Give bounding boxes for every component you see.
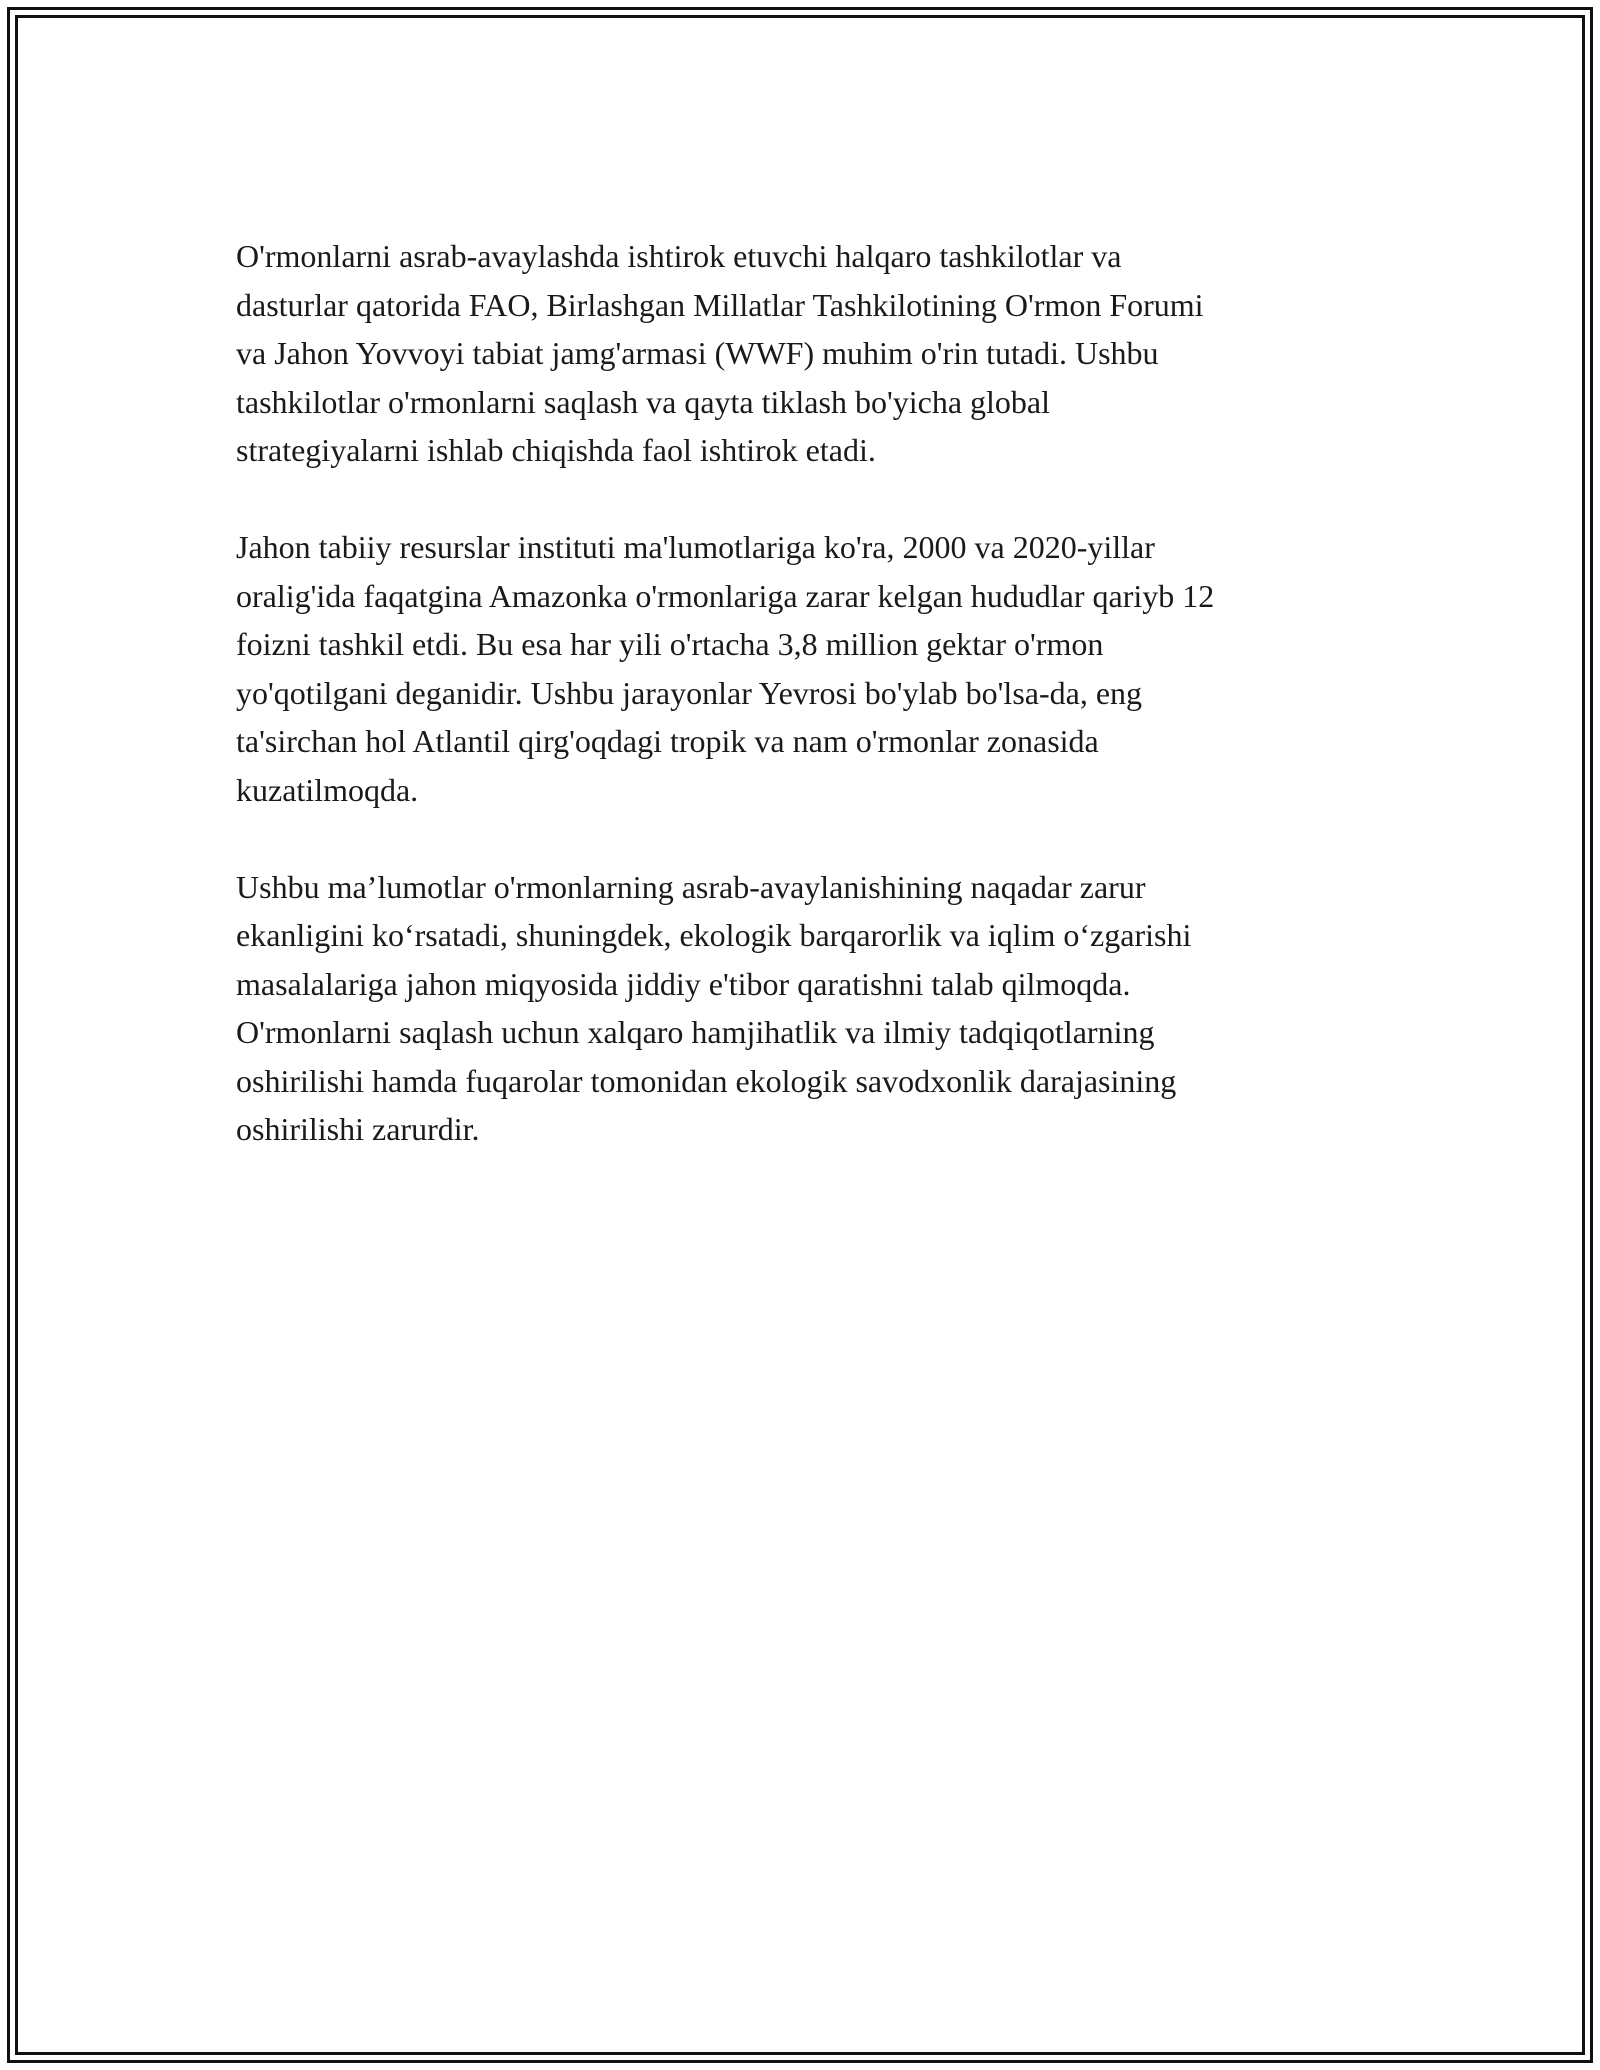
paragraph-conclusion: Ushbu ma’lumotlar o'rmonlarning asrab-avaylanishining naqadar zarur ekanligini ko‘rsatadi, shuningdek, ekologik barqarorlik va iqlim o‘zgarishi masalalariga jahon miqyosida jiddiy e'tibor qaratishni talab qilmoqda. O'rmonlarni saqlash uchun xalqaro hamjihatlik va ilmiy tadqiqotlarning oshirilishi hamda fuqarolar tomonidan ekologik savodxonlik darajasining oshirilishi zarurdir.: [236, 868, 1192, 1147]
document-body: [236, 232, 1366, 1202]
paragraph-deforestation-statistics: Jahon tabiiy resurslar instituti ma'lumotlariga ko'ra, 2000 va 2020-yillar oralig'ida faqatgina Amazonka o'rmonlariga zarar kelgan hududlar qariyb 12 foizni tashkil etdi. Bu esa har yili o'rtacha 3,8 million gektar o'rmon yo'qotilgani deganidir. Ushbu jarayonlar Yevrosi bo'ylab bo'lsa-da, eng ta'sirchan hol Atlantil qirg'oqdagi tropik va nam o'rmonlar zonasida kuzatilmoqda.: [236, 529, 1215, 808]
paragraph-international-organizations: O'rmonlarni asrab-avaylashda ishtirok etuvchi halqaro tashkilotlar va dasturlar qatorida FAO, Birlashgan Millatlar Tashkilotining O'rmon Forumi va Jahon Yovvoyi tabiat jamg'armasi (WWF) muhim o'rin tutadi. Ushbu tashkilotlar o'rmonlarni saqlash va qayta tiklash bo'yicha global strategiyalarni ishlab chiqishda faol ishtirok etadi.: [236, 238, 1204, 468]
